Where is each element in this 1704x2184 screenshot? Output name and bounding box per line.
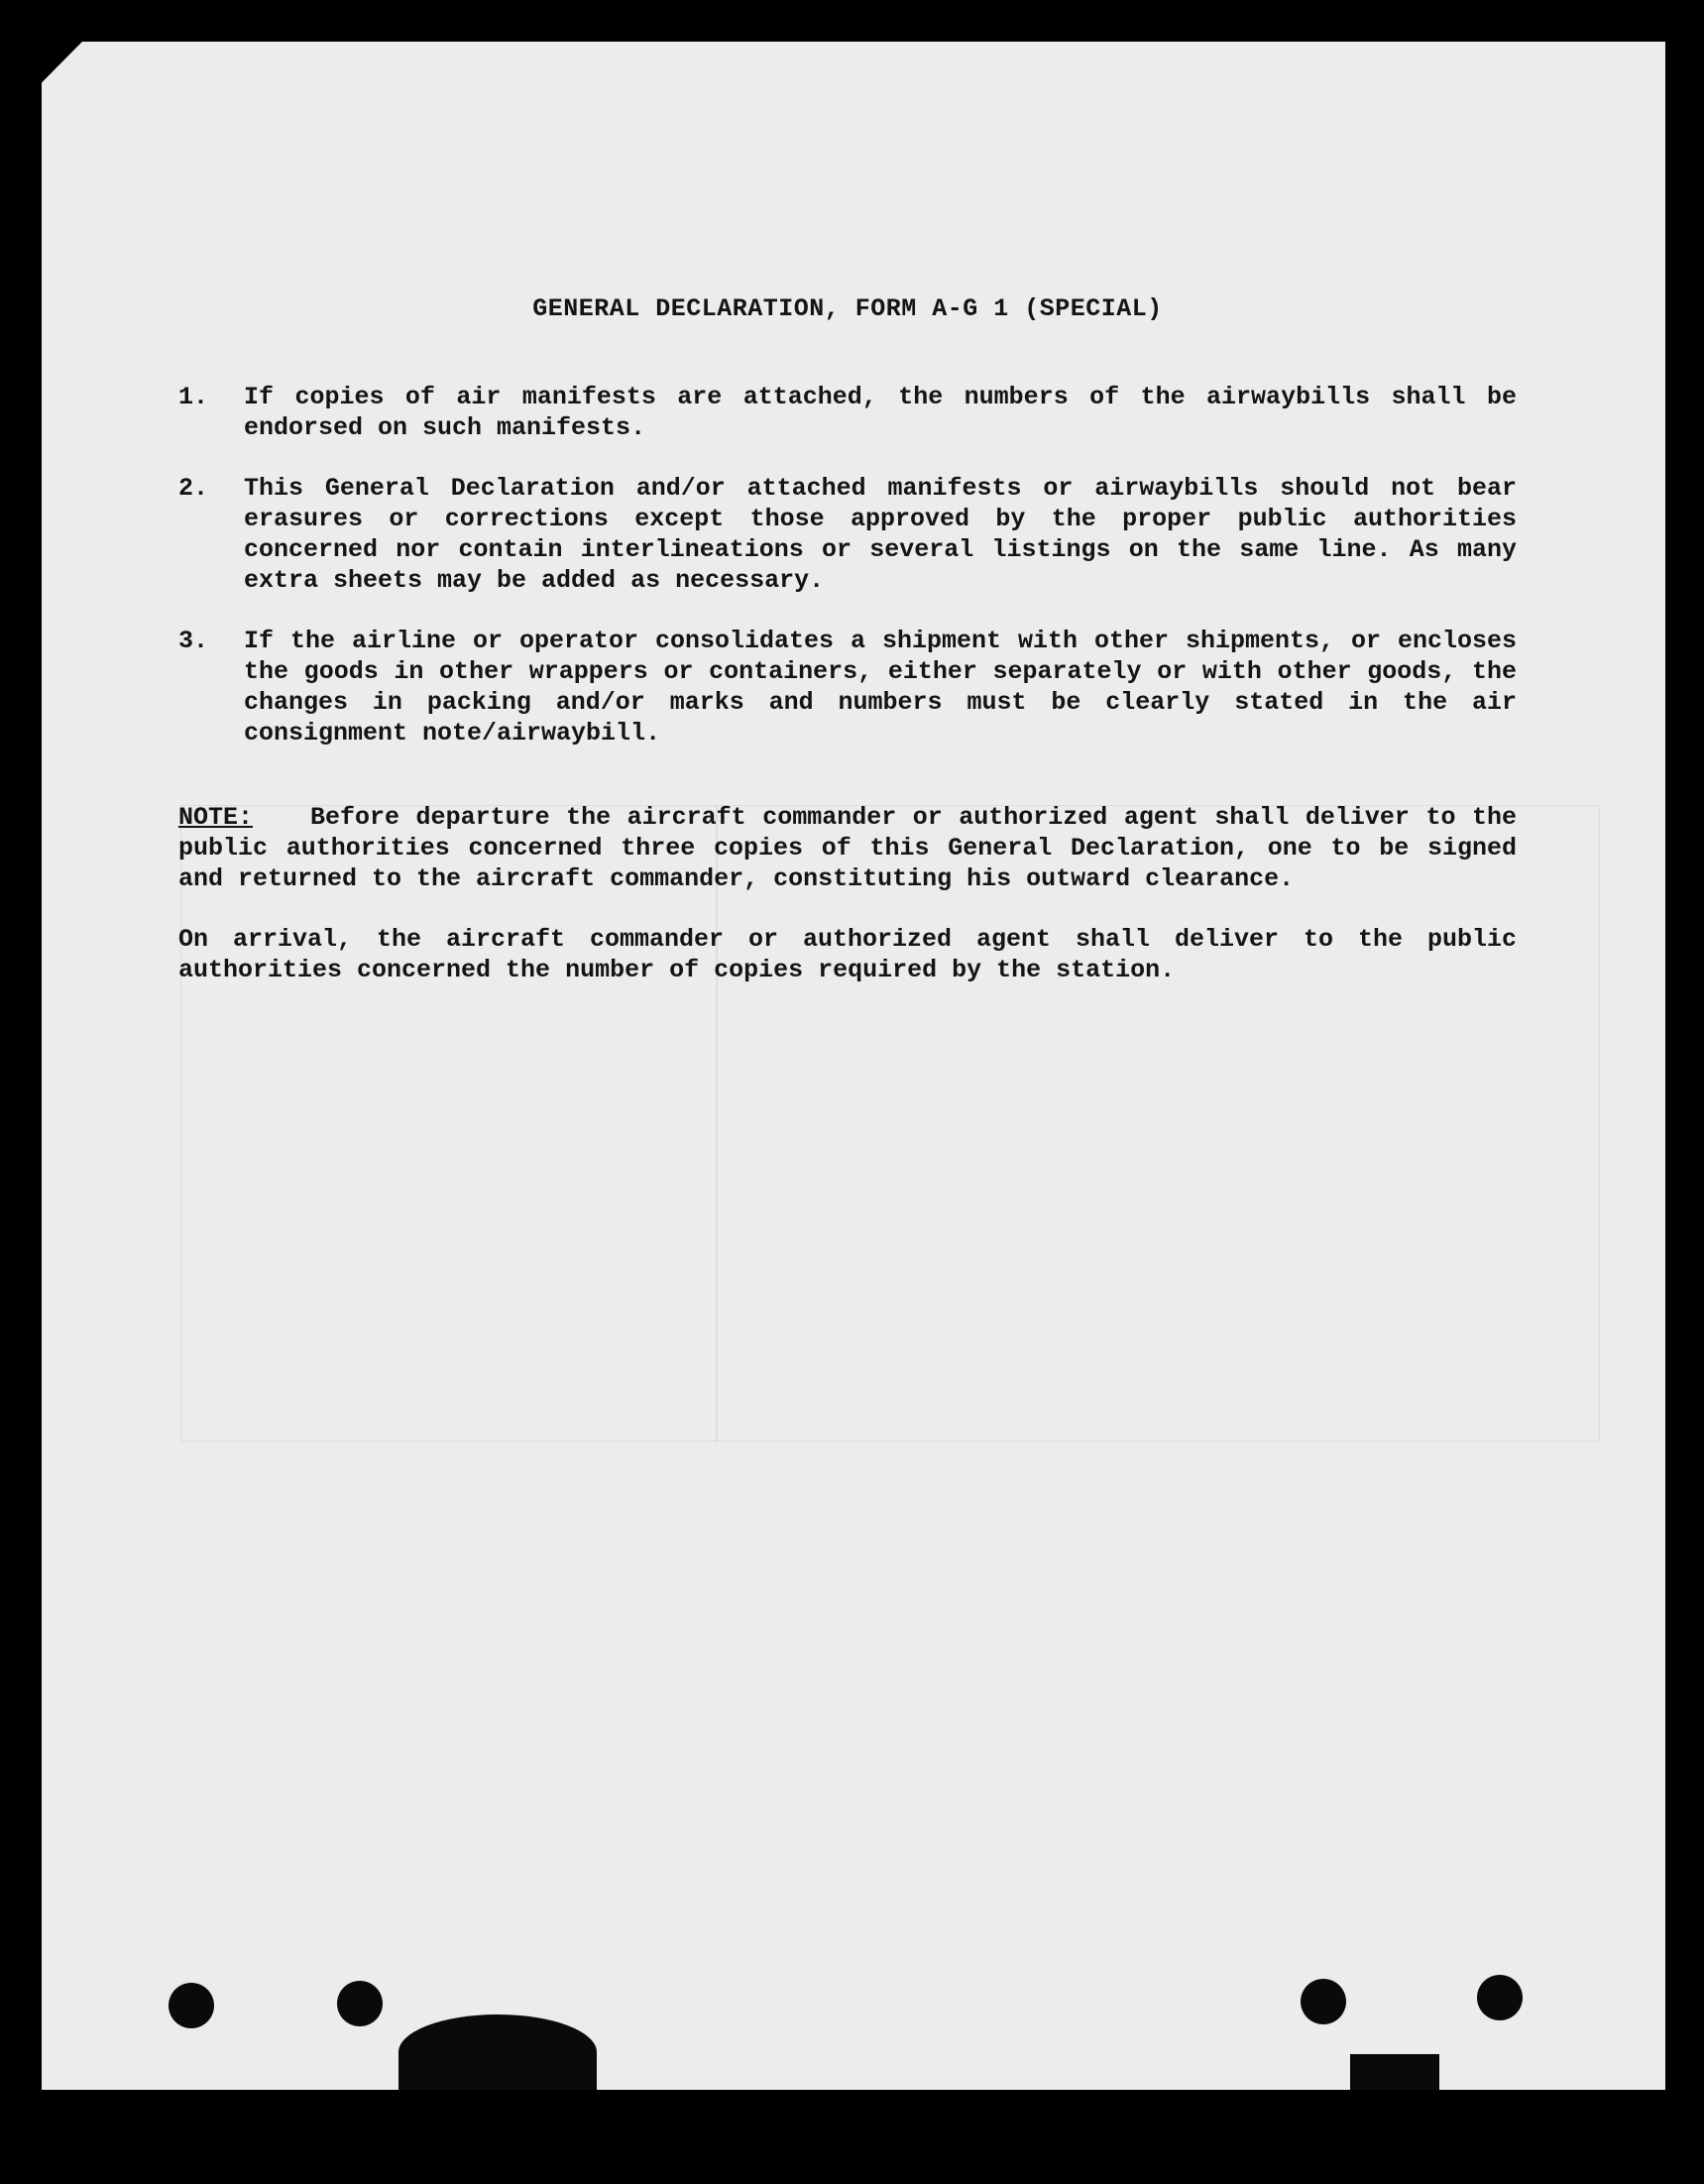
punch-hole-3 bbox=[1301, 1979, 1346, 2024]
torn-edge-blot bbox=[398, 2014, 597, 2090]
list-item-number: 1. bbox=[178, 383, 209, 411]
list-item bbox=[178, 626, 1517, 748]
list-item-text: If copies of air manifests are attached, the numbers of the airwaybills shall be endorsed on such manifests. bbox=[244, 383, 1517, 442]
note-text: Before departure the aircraft commander or authorized agent shall deliver to the public authorities concerned three copies of this General Declaration, one to be signed and returned to the aircraft commander, constituting his outward clearance. bbox=[178, 803, 1517, 893]
list-item-text: This General Declaration and/or attached manifests or airwaybills should not bear erasures or corrections except those approved by the proper public authorities concerned nor contain interlineations or several listings on the same line. As many extra sheets may be added as necessary. bbox=[244, 474, 1517, 595]
note-paragraph bbox=[178, 802, 1517, 894]
list-item-number: 3. bbox=[178, 627, 209, 655]
punch-hole-4 bbox=[1477, 1975, 1523, 2020]
punch-hole-2 bbox=[337, 1981, 383, 2026]
list-item bbox=[178, 382, 1517, 443]
torn-edge-notch bbox=[1350, 2054, 1439, 2090]
punch-hole-1 bbox=[169, 1983, 214, 2028]
note-section bbox=[178, 802, 1517, 985]
document-title: GENERAL DECLARATION, FORM A-G 1 (SPECIAL) bbox=[532, 294, 1163, 323]
list-item-text: If the airline or operator consolidates a shipment with other shipments, or encloses the goods in other wrappers or containers, either separately or with other goods, the changes in packing and/or marks and numbers must be clearly stated in the air consignment note/airwaybill. bbox=[244, 627, 1517, 747]
note-label: NOTE: bbox=[178, 803, 254, 832]
list-item-number: 2. bbox=[178, 474, 209, 503]
document-body bbox=[178, 293, 1517, 1015]
arrival-paragraph: On arrival, the aircraft commander or authorized agent shall deliver to the public authorities concerned the number of copies required by the station. bbox=[178, 925, 1517, 984]
list-item bbox=[178, 473, 1517, 596]
